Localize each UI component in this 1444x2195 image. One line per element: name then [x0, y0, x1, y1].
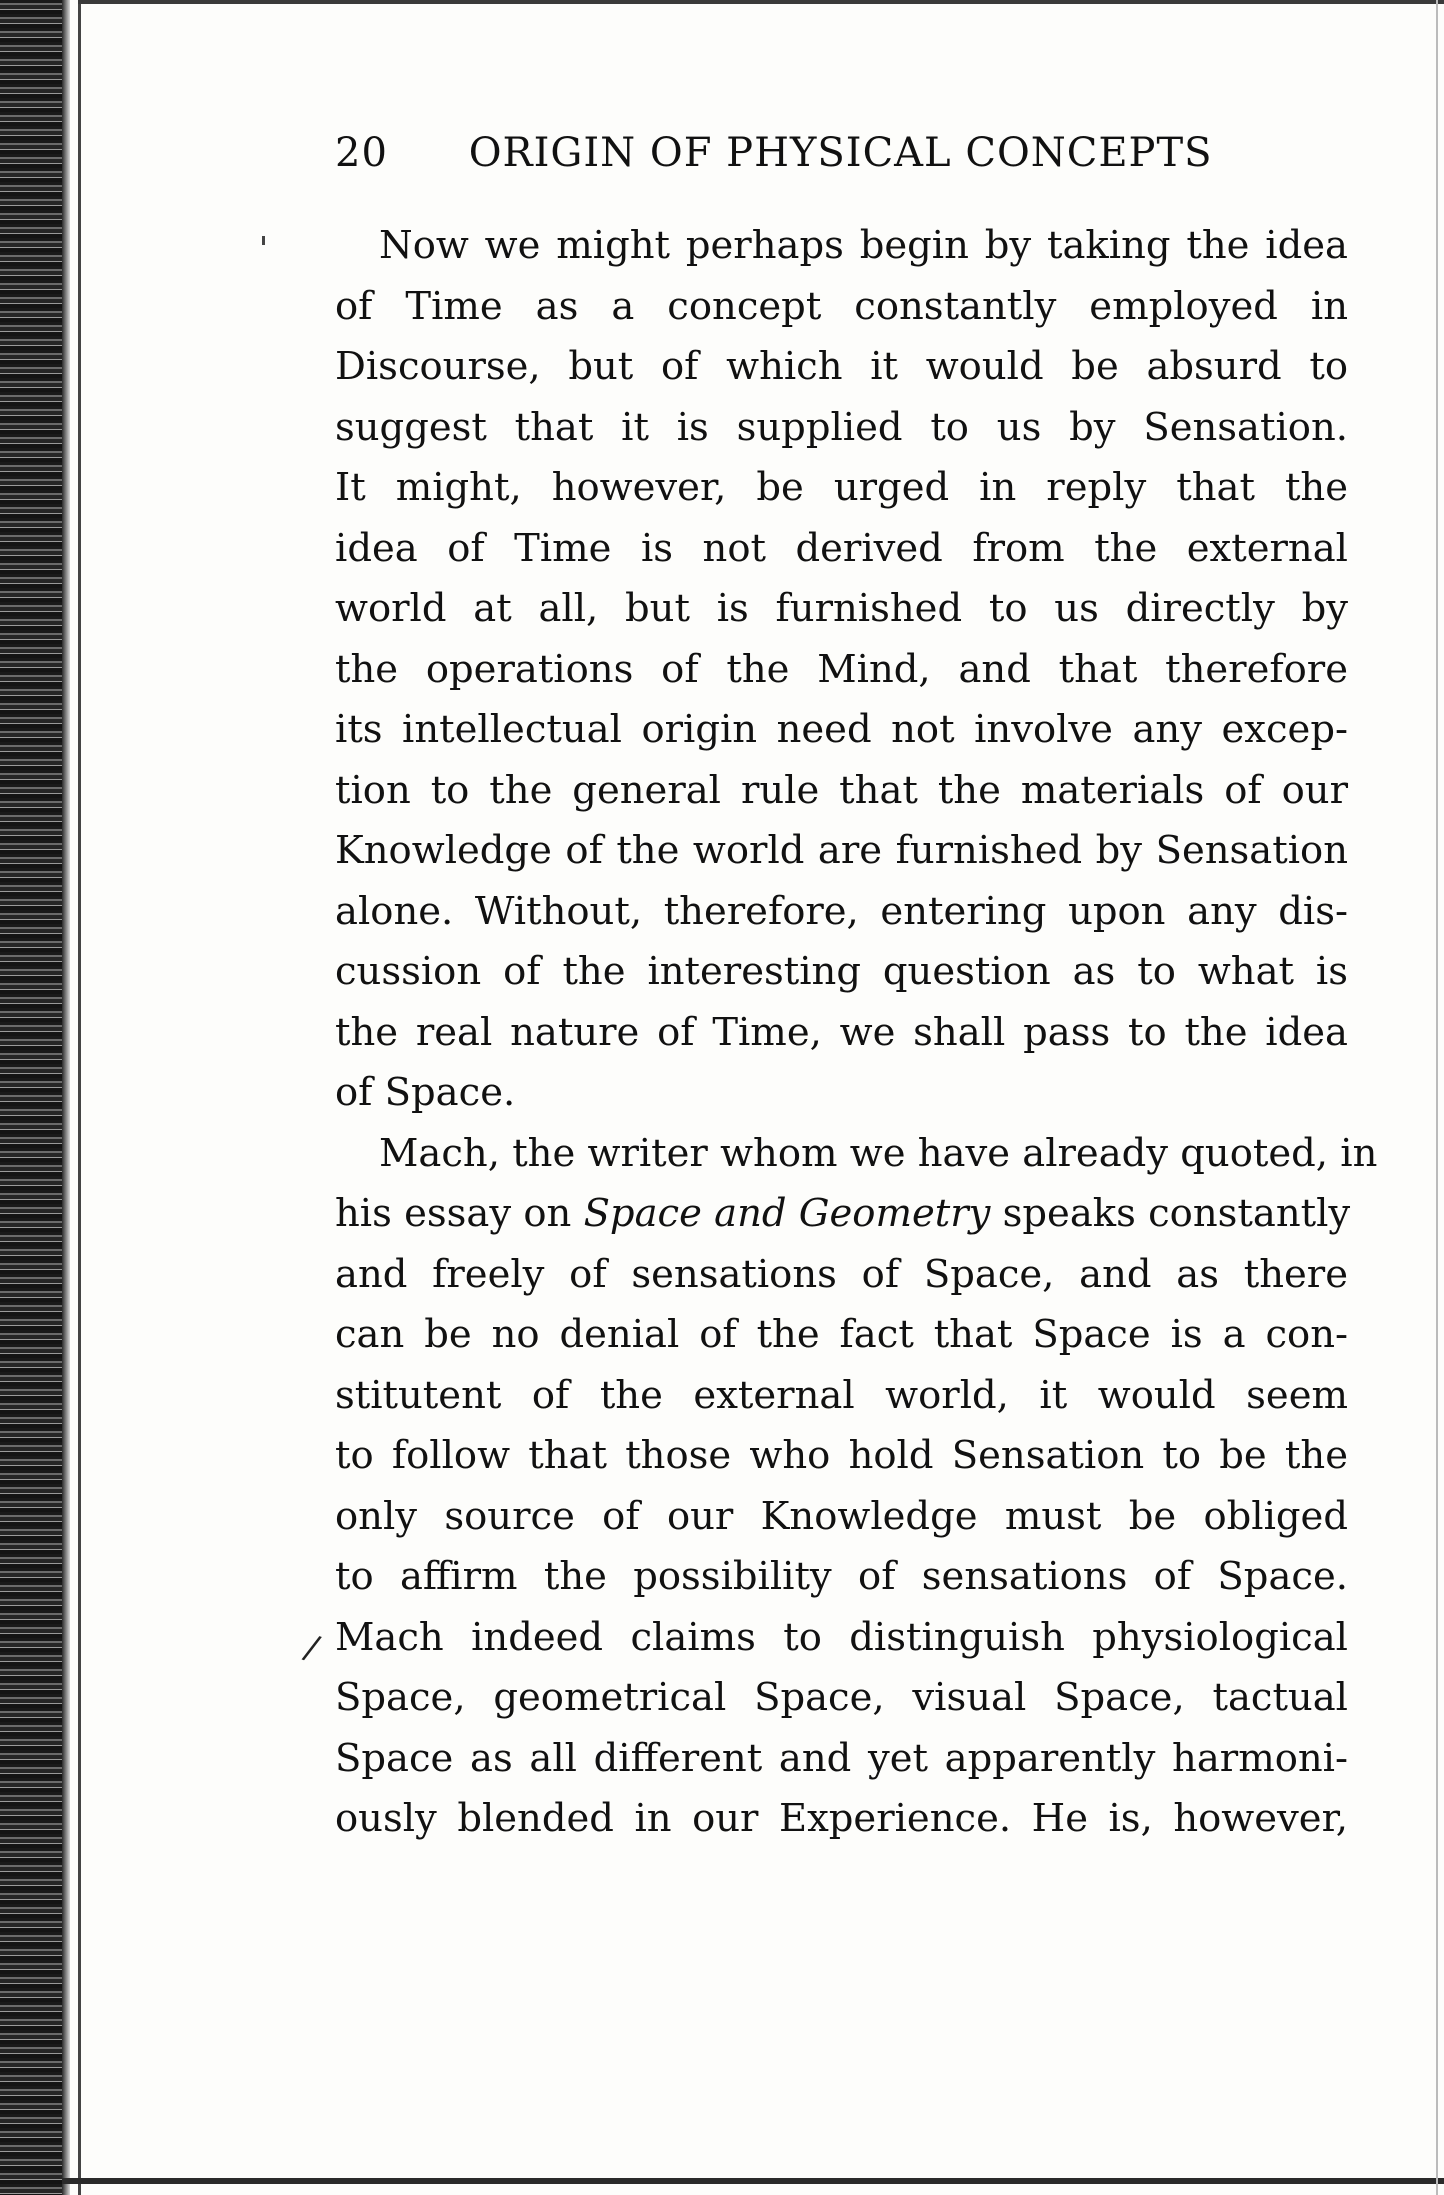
- paragraph-2: [335, 1124, 1378, 1850]
- binding-edge: [62, 0, 70, 2195]
- text-fragment: his essay on: [335, 1191, 584, 1236]
- text-line: suggest that it is supplied to us by Sensation.: [335, 404, 1348, 450]
- text-line: the operations of the Mind, and that therefore: [335, 646, 1348, 692]
- text-line: to affirm the possibility of sensations of Space.: [335, 1554, 1348, 1599]
- text-line: ously blended in our Experience. He is, however,: [335, 1796, 1348, 1841]
- text-line: tion to the general rule that the materials of our: [335, 767, 1348, 813]
- text-line: Space as all different and yet apparently harmoni-: [335, 1735, 1348, 1781]
- text-line: to follow that those who hold Sensation to be the: [335, 1433, 1348, 1478]
- text-line: of Space.: [335, 1070, 516, 1115]
- text-line: and freely of sensations of Space, and as there: [335, 1251, 1348, 1297]
- paragraph-1: [335, 216, 1348, 1124]
- text-line: cussion of the interesting question as to what is: [335, 949, 1348, 994]
- page-top-edge: [78, 0, 1444, 4]
- text-line: can be no denial of the fact that Space is a con-: [335, 1312, 1348, 1357]
- text-line: alone. Without, therefore, entering upon any dis-: [335, 888, 1348, 934]
- text-line: Mach indeed claims to distinguish physiological: [335, 1614, 1348, 1660]
- text-line: world at all, but is furnished to us directly by: [335, 586, 1348, 631]
- text-line: the real nature of Time, we shall pass to the idea: [335, 1009, 1348, 1055]
- text-line: It might, however, be urged in reply that the: [335, 465, 1348, 510]
- text-line: of Time as a concept constantly employed in: [335, 283, 1348, 329]
- text-line: Mach, the writer whom we have already quoted, in: [379, 1130, 1378, 1176]
- text-line: stitutent of the external world, it would seem: [335, 1372, 1348, 1418]
- pencil-mark: /: [299, 1627, 324, 1669]
- running-header: [335, 128, 1345, 178]
- text-line: only source of our Knowledge must be obliged: [335, 1493, 1348, 1539]
- text-line: Knowledge of the world are furnished by Sensation: [335, 828, 1348, 873]
- page-left-edge: [78, 0, 81, 2195]
- page-bottom-edge: [62, 2178, 1444, 2184]
- text-line-with-title: [335, 1184, 1351, 1245]
- text-line: Now we might perhaps begin by taking the idea: [379, 223, 1348, 268]
- margin-tick: [262, 236, 265, 245]
- text-fragment: speaks constantly: [990, 1191, 1351, 1236]
- text-line: its intellectual origin need not involve any excep-: [335, 707, 1348, 752]
- body-text: [335, 216, 1378, 1850]
- book-binding: [0, 0, 62, 2195]
- text-line: idea of Time is not derived from the external: [335, 525, 1348, 571]
- running-title: ORIGIN OF PHYSICAL CONCEPTS: [468, 130, 1213, 176]
- page-number: 20: [335, 130, 388, 176]
- essay-title: Space and Geometry: [583, 1191, 991, 1236]
- page-right-edge: [1436, 0, 1438, 2195]
- text-line: Discourse, but of which it would be absurd to: [335, 344, 1348, 389]
- text-line: Space, geometrical Space, visual Space, tactual: [335, 1675, 1348, 1720]
